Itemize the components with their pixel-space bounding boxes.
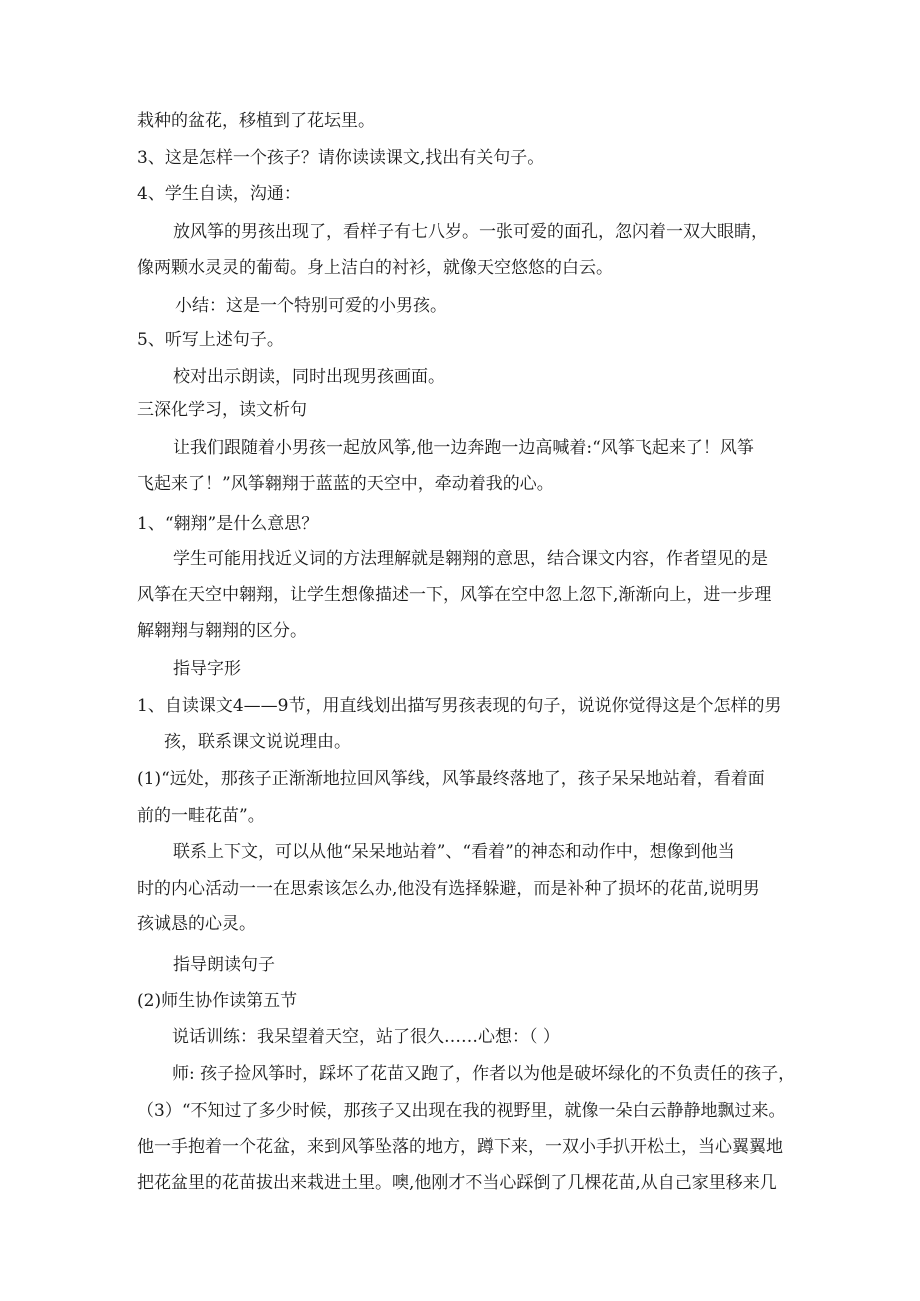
text-line: (1)“远处，那孩子正渐渐地拉回风筝线，风筝最终落地了，孩子呆呆地站着，看着面	[137, 769, 765, 789]
text-line: 指导字形	[173, 659, 241, 679]
text-line: 1、“翱翔”是什么意思？	[137, 514, 319, 534]
text-line: 孩诚恳的心灵。	[137, 914, 256, 934]
text-line: 说话训练：我呆望着天空，站了很久……心想：（ ）	[172, 1027, 560, 1047]
text-line: 时的内心活动一一在思索该怎么办,他没有选择躲避，而是补种了损坏的花苗,说明男	[137, 879, 760, 899]
text-line: 校对出示朗读，同时出现男孩画面。	[173, 367, 445, 387]
text-line: 孩，联系课文说说理由。	[164, 732, 351, 752]
text-line: （3）“不知过了多少时候，那孩子又出现在我的视野里，就像一朵白云静静地飘过来。	[137, 1101, 786, 1121]
text-line: 指导朗读句子	[173, 955, 275, 975]
text-line: 栽种的盆花，移植到了花坛里。	[137, 111, 375, 131]
text-line: 学生可能用找近义词的方法理解就是翱翔的意思，结合课文内容，作者望见的是	[173, 549, 768, 569]
text-line: 像两颗水灵灵的葡萄。身上洁白的衬衫，就像天空悠悠的白云。	[137, 258, 613, 278]
text-line: 师: 孩子捡风筝时，踩坏了花苗又跑了，作者以为他是破坏绿化的不负责任的孩子，	[172, 1064, 796, 1084]
text-line: (2)师生协作读第五节	[137, 991, 298, 1011]
section-heading: 三深化学习，读文析句	[137, 400, 307, 420]
text-line: 飞起来了！”风筝翱翔于蓝蓝的天空中，牵动着我的心。	[137, 474, 554, 494]
text-line: 解翱翔与翱翔的区分。	[137, 621, 307, 641]
text-line: 5、听写上述句子。	[137, 330, 284, 350]
text-line: 他一手抱着一个花盆，来到风筝坠落的地方，蹲下来，一双小手扒开松土，当心翼翼地	[137, 1137, 783, 1157]
text-line: 3、这是怎样一个孩子？请你读读课文,找出有关句子。	[137, 148, 545, 168]
text-line: 风筝在天空中翱翔，让学生想像描述一下，风筝在空中忽上忽下,渐渐向上，进一步理	[137, 585, 772, 605]
text-line: 让我们跟随着小男孩一起放风筝,他一边奔跑一边高喊着:“风筝飞起来了！风筝	[173, 438, 754, 458]
text-line: 小结：这是一个特别可爱的小男孩。	[175, 296, 447, 316]
text-line: 放风筝的男孩出现了，看样子有七八岁。一张可爱的面孔，忽闪着一双大眼睛，	[173, 222, 768, 242]
text-line: 4、学生自读，沟通：	[137, 184, 301, 204]
text-line: 把花盆里的花苗拔出来栽进土里。噢,他刚才不当心踩倒了几棵花苗,从自己家里移来几	[137, 1173, 777, 1193]
text-line: 1、自读课文4——9节，用直线划出描写男孩表现的句子，说说你觉得这是个怎样的男	[137, 696, 782, 716]
text-line: 前的一畦花苗”。	[137, 806, 265, 826]
text-line: 联系上下文，可以从他“呆呆地站着”、“看着”的神态和动作中，想像到他当	[173, 842, 735, 862]
